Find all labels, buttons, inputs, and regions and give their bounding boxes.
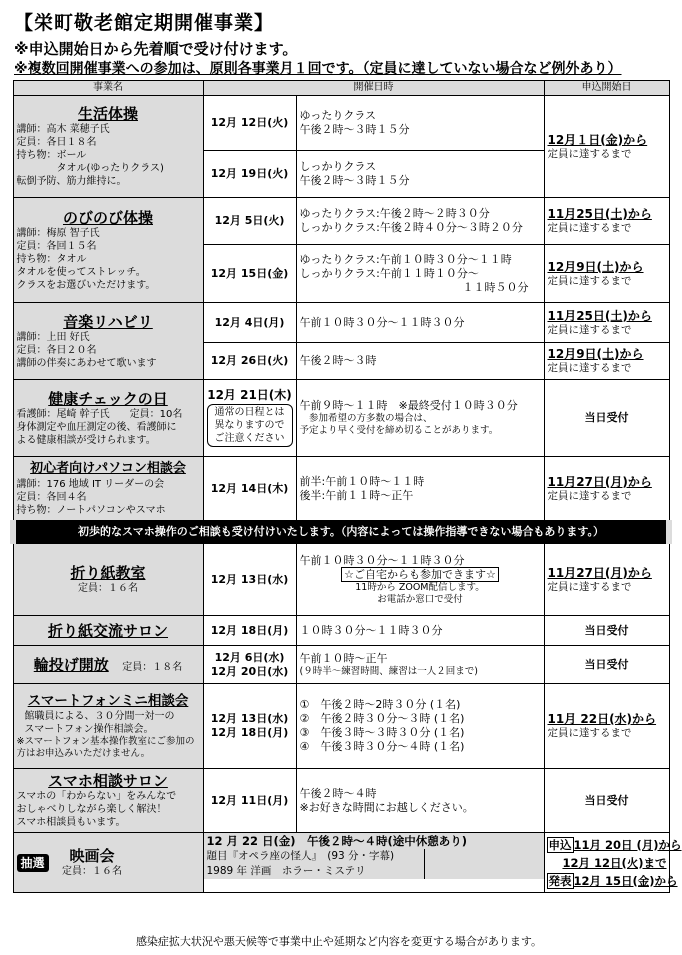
event-cell-kenko <box>13 380 203 457</box>
start-cell <box>544 544 669 616</box>
start-cell <box>544 198 669 245</box>
event-title: 初心者向けパソコン相談会 <box>30 461 186 476</box>
start-cell: 当日受付 <box>544 616 669 646</box>
start-cell: 当日受付 <box>544 646 669 684</box>
col-header-datetime: 開催日時 <box>203 81 544 96</box>
event-cell-smartphone-mini <box>13 684 203 769</box>
table-row <box>13 544 669 616</box>
event-schedule <box>296 544 544 616</box>
start-date: 11月 22日(水)から <box>547 712 657 726</box>
announce-date: 12月 15日(金)から <box>573 873 678 888</box>
event-detail: タオルを使ってストレッチ。 <box>16 266 146 278</box>
start-date: 11月27日(月)から <box>547 565 652 580</box>
start-cell <box>544 303 669 343</box>
event-schedule <box>296 245 544 303</box>
col-header-start: 申込開始日 <box>544 81 669 96</box>
schedule-line: 午前９時～１１時 ※最終受付１０時３０分 <box>299 399 518 412</box>
event-detail: タオル(ゆったりクラス) <box>16 163 164 174</box>
schedule-line: 後半:午前１１時～正午 <box>299 488 414 502</box>
start-cell <box>544 96 669 198</box>
event-schedule <box>296 457 544 521</box>
start-cell <box>544 245 669 303</box>
schedule-line: しっかりクラス <box>299 160 377 173</box>
schedule-line: ゆったりクラス:午後２時～２時３０分 <box>299 207 490 220</box>
event-schedule <box>296 380 544 457</box>
event-title: スマホ相談サロン <box>48 772 168 790</box>
start-note: 定員に達するまで <box>547 362 632 374</box>
start-note: 定員に達するまで <box>547 274 632 287</box>
event-detail: スマートフォン操作相談会。 <box>24 724 154 735</box>
schedule-line: ① 午後２時～2時３０分 (１名) <box>299 698 461 711</box>
schedule-line: ゆったりクラス:午前１０時３０分～１１時 <box>299 252 512 266</box>
start-date: 11月25日(土)から <box>547 207 652 221</box>
event-detail: 講師：梅原 智子氏 <box>16 227 100 239</box>
event-detail: 定員：各回１５名 <box>16 240 97 252</box>
table-row <box>13 198 669 245</box>
event-cell-wanage <box>13 646 203 684</box>
event-date: 12月 13日(水) <box>210 712 289 725</box>
schedule-line: お電話か窓口で受付 <box>377 593 463 605</box>
start-cell <box>544 343 669 380</box>
event-date: 12月 13日(水) <box>203 544 296 616</box>
table-header-row <box>13 81 669 96</box>
notice-once-per-month: ※複数回開催事業への参加は、原則各事業月１回です。（定員に達していない場合など例外あり） <box>14 61 622 77</box>
event-schedule <box>296 684 544 769</box>
event-title: 音楽リハビリ <box>63 312 153 331</box>
apply-from: 11月 20日 (月)から <box>573 837 682 852</box>
event-schedule <box>296 96 544 151</box>
event-date: 12月 11日(月) <box>203 769 296 833</box>
event-cell-sumaho-salon <box>13 769 203 833</box>
event-title: 輪投げ開放 <box>33 655 109 674</box>
eiga-inner <box>204 833 544 879</box>
table-row <box>13 521 669 544</box>
eiga-spacer <box>425 849 544 879</box>
event-date: 12月 18日(月) <box>203 616 296 646</box>
table-row <box>13 769 669 833</box>
start-cell <box>544 684 669 769</box>
event-detail: 方はお申込みいただけません。 <box>16 748 151 759</box>
schedule-line: 参加希望の方多数の場合は、 <box>299 413 433 424</box>
table-row <box>13 96 669 151</box>
schedule-line: 午前１０時３０分～１１時３０分 <box>299 553 465 567</box>
event-schedule <box>296 769 544 833</box>
schedule-line: (９時半～練習時間、練習は一人２回まで) <box>299 665 478 677</box>
event-cell-eiga <box>13 833 203 893</box>
event-detail: 講師：176 地域 IT リーダーの会 <box>16 479 165 490</box>
lottery-badge: 抽選 <box>17 854 49 872</box>
schedule-line: しっかりクラス:午前１１時１０分～ <box>299 266 479 280</box>
event-detail: 定員：各回４名 <box>16 492 87 503</box>
event-cell-seikatsu <box>13 96 203 198</box>
start-note: 定員に達するまで <box>547 727 632 739</box>
schedule-line: 午後２時～３時１５分 <box>299 123 410 136</box>
table-row <box>13 303 669 343</box>
schedule-line: ゆったりクラス <box>299 109 377 122</box>
event-title: のびのび体操 <box>62 208 153 227</box>
schedule-line: ※お好きな時間にお越しください。 <box>299 800 474 814</box>
event-detail: クラスをお選びいただけます。 <box>16 279 156 291</box>
start-note: 定員に達するまで <box>547 147 632 160</box>
event-detail: 定員：１６名 <box>78 583 138 594</box>
page-title: 【栄町敬老館定期開催事業】 <box>14 12 275 34</box>
event-title: 健康チェックの日 <box>48 389 168 408</box>
event-cell-ongaku <box>13 303 203 380</box>
event-title: スマートフォンミニ相談会 <box>27 693 189 709</box>
event-detail: 館職員による、３０分間一対一の <box>24 711 175 722</box>
start-date: 11月27日(月)から <box>547 474 652 489</box>
schedule-line: 午後２時～３時１５分 <box>299 174 410 187</box>
event-detail: 看護師：尾崎 幹子氏 定員：10名 <box>16 408 183 420</box>
event-title: 生活体操 <box>77 105 138 123</box>
event-date-cell <box>203 646 296 684</box>
event-date: 12月 19日(火) <box>203 151 296 198</box>
event-cell-origami <box>13 544 203 616</box>
event-detail: ※スマートフォン基本操作教室にご参加の <box>16 736 195 747</box>
table-row <box>13 833 669 893</box>
event-cell-nobinobi <box>13 198 203 303</box>
footer-notice: 感染症拡大状況や悪天候等で事業中止や延期など内容を変更する場合があります。 <box>135 935 543 948</box>
event-date: 12月 18日(月) <box>210 726 289 739</box>
schedule-line: 11時から ZOOM配信します。 <box>355 581 485 593</box>
event-detail: スマホの「わからない」をみんなで <box>16 791 177 802</box>
event-schedule <box>296 151 544 198</box>
event-date: 12月 15日(金) <box>203 245 296 303</box>
event-schedule: 午前１０時３０分～１１時３０分 <box>296 303 544 343</box>
event-date-cell <box>203 684 296 769</box>
event-detail: 持ち物：ノートパソコンやスマホ <box>16 505 166 516</box>
apply-label: 申込 <box>548 837 572 852</box>
event-cell-origami-salon <box>13 616 203 646</box>
event-detail: おしゃべりしながら楽しく解決！ <box>16 804 167 815</box>
start-cell: 当日受付 <box>544 380 669 457</box>
eiga-apply-cell <box>544 833 682 893</box>
date-note-box <box>207 404 293 447</box>
announce-label: 発表 <box>548 873 572 888</box>
event-detail: 講師の伴奏にあわせて歌います <box>16 357 157 369</box>
event-schedule: 午後２時～３時 <box>296 343 544 380</box>
schedule-line: ② 午後２時３０分～３時 (１名) <box>299 712 465 725</box>
schedule-line: 午後２時～４時 <box>299 786 377 800</box>
apply-to: 12月 12日(火)まで <box>562 855 667 870</box>
date-note-line: 異なりますので <box>214 419 285 431</box>
date-note-line: 通常の日程とは <box>214 406 285 418</box>
event-date: 12月 21日(木) <box>207 387 292 402</box>
start-date: 12月9日(土)から <box>547 259 644 274</box>
event-date-cell <box>203 380 296 457</box>
event-cell-pasokon <box>13 457 203 521</box>
event-detail: 定員：各日２０名 <box>16 344 97 356</box>
event-schedule <box>296 646 544 684</box>
film-line: 題目『オペラ座の怪人』 (93 分・字幕) <box>206 850 395 862</box>
event-detail: よる健康相談が受けられます。 <box>16 434 156 446</box>
notice-first-come: ※申込開始日から先着順で受け付けます。 <box>14 40 298 58</box>
schedule-line: しっかりクラス:午後２時４０分～３時２０分 <box>299 221 523 234</box>
event-title: 折り紙交流サロン <box>47 621 168 640</box>
zoom-notice: ☆ご自宅からも参加できます☆ <box>341 567 499 582</box>
event-detail: スマホ相談員もいます。 <box>16 817 126 828</box>
event-detail: 定員：各日１８名 <box>16 137 97 148</box>
table-row <box>13 646 669 684</box>
eiga-info-cell <box>203 833 544 893</box>
event-detail: 講師：上田 好氏 <box>16 331 90 343</box>
event-date: 12月 14日(木) <box>203 457 296 521</box>
event-detail: 持ち物：タオル <box>16 253 87 265</box>
event-detail: 講師：高木 菜穂子氏 <box>16 124 110 135</box>
event-detail: 持ち物：ボール <box>16 150 87 161</box>
event-title: 映画会 <box>69 847 115 865</box>
events-table <box>10 80 682 893</box>
event-detail: 身体測定や血圧測定の後、看護師に <box>16 421 177 433</box>
event-date: 12月 12日(火) <box>203 96 296 151</box>
start-date: 12月9日(土)から <box>547 347 644 361</box>
table-row <box>13 380 669 457</box>
table-row <box>13 457 669 521</box>
event-schedule: １０時３０分～１１時３０分 <box>296 616 544 646</box>
start-cell <box>544 457 669 521</box>
schedule-line: 前半:午前１０時～１１時 <box>299 474 425 488</box>
event-detail: 転倒予防、筋力維持に。 <box>16 176 127 187</box>
table-row <box>13 616 669 646</box>
smartphone-notice-banner: 初歩的なスマホ操作のご相談も受け付けいたします。（内容によっては操作指導できない場合もあります。） <box>13 521 669 544</box>
start-date: 12月１日(金)から <box>547 132 648 147</box>
start-date: 11月25日(土)から <box>547 308 652 323</box>
event-date: 12月 20日(水) <box>210 664 289 678</box>
event-date: 12月 5日(火) <box>203 198 296 245</box>
start-note: 定員に達するまで <box>547 580 632 593</box>
start-note: 定員に達するまで <box>547 489 632 502</box>
start-note: 定員に達するまで <box>547 323 632 336</box>
event-date: 12月 26日(火) <box>203 343 296 380</box>
col-header-event: 事業名 <box>13 81 203 96</box>
event-schedule <box>296 198 544 245</box>
event-date: 12月 6日(水) <box>214 650 285 664</box>
date-note-line: ご注意ください <box>214 432 285 444</box>
schedule-line: １１時５０分 <box>462 280 529 294</box>
start-cell: 当日受付 <box>544 769 669 833</box>
table-row <box>13 684 669 769</box>
schedule-line: ③ 午後３時～３時３０分 (１名) <box>299 726 465 739</box>
event-date: 12月 4日(月) <box>203 303 296 343</box>
event-detail: 定員：１８名 <box>122 661 183 673</box>
eiga-date-line: 12 月 22 日(金) 午後２時～４時(途中休憩あり) <box>204 833 544 849</box>
schedule-line: 午前１０時～正午 <box>299 651 388 665</box>
event-detail: 定員：１６名 <box>62 866 123 877</box>
schedule-line: ④ 午後３時３０分～４時 (１名) <box>299 740 465 753</box>
event-title: 折り紙教室 <box>70 564 146 582</box>
schedule-line: 予定より早く受付を締め切ることがあります。 <box>299 425 499 436</box>
film-line: 1989 年 洋画 ホラー・ミステリ <box>206 865 366 877</box>
start-note: 定員に達するまで <box>547 222 632 234</box>
eiga-film <box>204 849 425 879</box>
